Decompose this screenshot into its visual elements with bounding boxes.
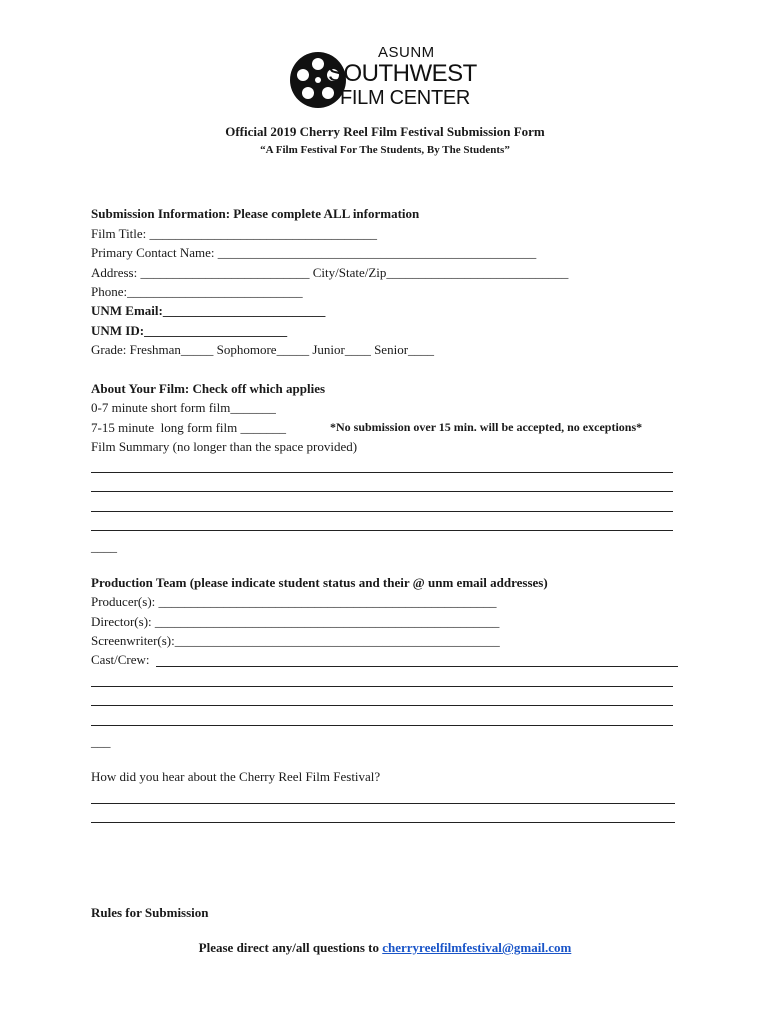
summary-line[interactable] [91,491,673,492]
film-heading: About Your Film: Check off which applies [91,381,326,396]
summary-line[interactable] [91,511,673,512]
short-form-option[interactable]: 0-7 minute short form film_______ [91,400,276,415]
unm-id-field[interactable]: UNM ID:______________________ [91,323,288,338]
summary-label: Film Summary (no longer than the space provided) [91,439,358,454]
contact-email-link[interactable]: cherryreelfilmfestival@gmail.com [382,940,572,955]
producers-field[interactable]: Producer(s): ____________________________________________________ [91,594,497,609]
summary-line[interactable] [91,530,673,531]
unm-email-field[interactable]: UNM Email:_________________________ [91,303,326,318]
screenwriters-field[interactable]: Screenwriter(s):__________________________________________________ [91,633,500,648]
submission-heading: Submission Information: Please complete ALL information [91,206,420,221]
hear-answer-line[interactable] [91,822,675,823]
cast-crew-line[interactable] [156,666,678,667]
length-note: *No submission over 15 min. will be accepted, no exceptions* [330,420,643,434]
southwest-film-center-logo [288,44,488,116]
contact-footer [0,940,770,956]
hear-question: How did you hear about the Cherry Reel Film Festival? [91,769,381,784]
production-heading: Production Team (please indicate student status and their @ unm email addresses) [91,575,548,590]
logo-line-film-center: FILM CENTER [340,87,471,109]
rules-heading: Rules for Submission [91,905,209,920]
logo-line-southwest: SOUTHWEST [328,60,477,87]
address-field[interactable]: Address: __________________________ City/State/Zip____________________________ [91,265,569,280]
form-subtitle: “A Film Festival For The Students, By The Students” [260,144,510,156]
long-form-option[interactable]: 7-15 minute long form film _______ [91,420,286,435]
cast-crew-label: Cast/Crew: [91,652,150,667]
cast-crew-line[interactable] [91,725,673,726]
logo-line-asunm: ASUNM [378,44,435,61]
phone-field[interactable]: Phone:___________________________ [91,284,303,299]
primary-contact-field[interactable]: Primary Contact Name: _________________________________________________ [91,245,537,260]
summary-line[interactable] [91,472,673,473]
grade-field[interactable]: Grade: Freshman_____ Sophomore_____ Junior____ Senior____ [91,342,435,357]
film-title-field[interactable]: Film Title: ___________________________________ [91,226,378,241]
contact-prefix: Please direct any/all questions to [198,940,383,955]
form-title: Official 2019 Cherry Reel Film Festival Submission Form [225,124,545,139]
cast-crew-line[interactable] [91,705,673,706]
directors-field[interactable]: Director(s): _____________________________________________________ [91,614,500,629]
cast-crew-line-tail[interactable]: ___ [91,734,111,749]
cast-crew-line[interactable] [91,686,673,687]
summary-line-tail[interactable]: ____ [91,539,117,554]
hear-answer-line[interactable] [91,803,675,804]
